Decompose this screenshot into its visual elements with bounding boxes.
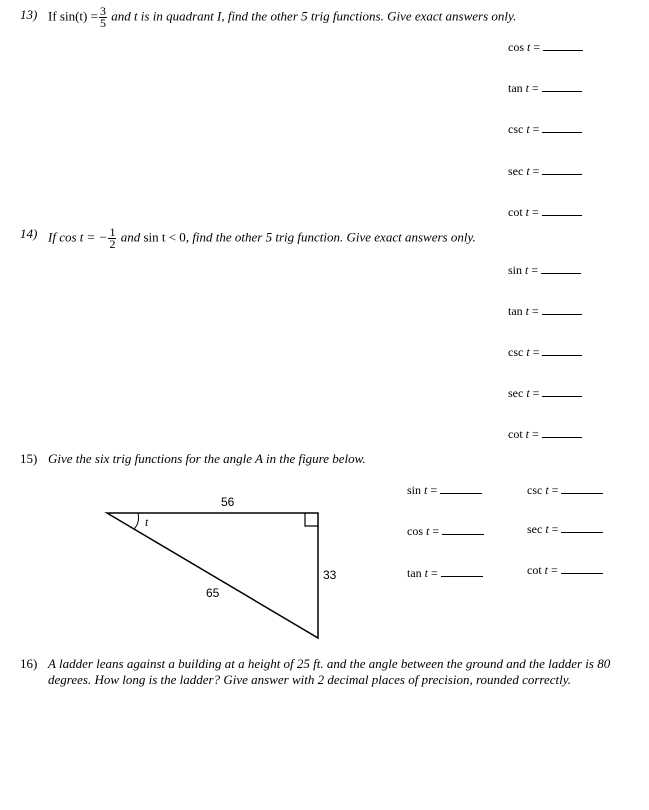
triangle-top-side-label: 56 xyxy=(221,495,235,509)
equals-sign: = xyxy=(432,524,440,538)
q15-answer-sec xyxy=(527,522,603,537)
var-label: t xyxy=(525,304,530,318)
answer-blank[interactable] xyxy=(541,264,581,274)
q14-condition: sin t < 0 xyxy=(143,229,186,245)
equals-sign: = xyxy=(532,345,540,359)
fn-label: sin xyxy=(508,263,523,277)
fn-label: cot xyxy=(527,563,542,577)
var-label: t xyxy=(527,40,531,54)
answer-blank[interactable] xyxy=(542,82,582,92)
fn-label: cot xyxy=(508,427,523,441)
fn-label: sec xyxy=(527,522,543,536)
q13-text: and t is in quadrant I, find the other 5 trig functions. Give exact answers only. xyxy=(111,8,517,24)
answer-blank[interactable] xyxy=(542,428,582,438)
q15-answer-cot xyxy=(527,563,603,578)
equals-sign: = xyxy=(531,263,539,277)
answer-blank[interactable] xyxy=(543,41,583,51)
fn-label: csc xyxy=(508,345,524,359)
q14-answer-tan xyxy=(508,304,582,319)
q13-frac-num: 3 xyxy=(99,4,106,18)
equals-sign: = xyxy=(532,164,540,178)
q13-answer-sec xyxy=(508,164,582,179)
var-label: t xyxy=(526,345,530,359)
angle-arc xyxy=(134,513,139,529)
equals-sign: = xyxy=(551,563,558,577)
answer-blank[interactable] xyxy=(440,484,482,494)
q15-answer-tan xyxy=(407,566,483,581)
equals-sign: = xyxy=(532,205,539,219)
var-label: t xyxy=(544,563,549,577)
answer-blank[interactable] xyxy=(542,123,582,133)
question-14-number: 14) xyxy=(20,226,38,241)
question-16-prompt: A ladder leans against a building at a height of 25 ft. and the angle between the ground and the ladder is 80 degrees. How long is the ladder? Give answer with 2 decimal places of precision, rounded correctly. xyxy=(48,656,611,687)
q14-fraction xyxy=(108,227,116,250)
answer-blank[interactable] xyxy=(441,567,483,577)
fn-label: cos xyxy=(407,524,423,538)
var-label: t xyxy=(426,524,430,538)
question-13-number: 13) xyxy=(20,7,38,22)
q13-answer-cot xyxy=(508,205,582,220)
equals-sign: = xyxy=(532,304,539,318)
q14-answer-sec xyxy=(508,386,582,401)
q14-prefix: If cos t = − xyxy=(48,229,108,245)
answer-blank[interactable] xyxy=(542,206,582,216)
fn-label: sec xyxy=(508,386,524,400)
var-label: t xyxy=(424,483,428,497)
var-label: t xyxy=(525,205,530,219)
answer-blank[interactable] xyxy=(442,525,484,535)
var-label: t xyxy=(545,522,549,536)
triangle-angle-label: t xyxy=(145,515,149,529)
var-label: t xyxy=(526,122,530,136)
equals-sign: = xyxy=(430,483,438,497)
equals-sign: = xyxy=(551,483,559,497)
q14-text: , find the other 5 trig function. Give exact answers only. xyxy=(185,229,476,245)
fn-label: tan xyxy=(508,304,523,318)
q13-answer-cos xyxy=(508,40,583,55)
triangle-right-side-label: 33 xyxy=(323,568,337,582)
equals-sign: = xyxy=(532,81,539,95)
right-angle-marker xyxy=(305,513,318,526)
q13-answer-csc xyxy=(508,122,582,137)
fn-label: csc xyxy=(508,122,524,136)
answer-blank[interactable] xyxy=(542,387,582,397)
fn-label: sec xyxy=(508,164,524,178)
var-label: t xyxy=(545,483,549,497)
equals-sign: = xyxy=(532,386,540,400)
q14-answer-sin xyxy=(508,263,581,278)
var-label: t xyxy=(424,566,429,580)
right-triangle-figure xyxy=(100,505,340,645)
q13-fraction xyxy=(99,6,107,29)
fn-label: tan xyxy=(508,81,523,95)
q13-frac-den: 5 xyxy=(99,16,106,30)
equals-sign: = xyxy=(551,522,559,536)
q15-answer-csc xyxy=(527,483,603,498)
answer-blank[interactable] xyxy=(542,346,582,356)
answer-blank[interactable] xyxy=(542,305,582,315)
q14-answer-csc xyxy=(508,345,582,360)
fn-label: csc xyxy=(527,483,543,497)
triangle-hypotenuse-label: 65 xyxy=(206,586,220,600)
fn-label: cos xyxy=(508,40,524,54)
q15-answer-cos xyxy=(407,524,484,539)
question-16-number: 16) xyxy=(20,656,38,671)
q14-and: and xyxy=(120,229,141,245)
var-label: t xyxy=(526,386,530,400)
question-14-prompt xyxy=(48,227,476,250)
question-15-number: 15) xyxy=(20,451,38,466)
q15-answer-sin xyxy=(407,483,482,498)
var-label: t xyxy=(525,427,530,441)
equals-sign: = xyxy=(533,40,541,54)
q14-frac-num: 1 xyxy=(109,225,116,239)
equals-sign: = xyxy=(431,566,438,580)
answer-blank[interactable] xyxy=(561,564,603,574)
var-label: t xyxy=(525,263,529,277)
var-label: t xyxy=(525,81,530,95)
answer-blank[interactable] xyxy=(561,523,603,533)
fn-label: cot xyxy=(508,205,523,219)
fn-label: tan xyxy=(407,566,422,580)
triangle-shape xyxy=(107,513,318,638)
answer-blank[interactable] xyxy=(561,484,603,494)
equals-sign: = xyxy=(532,427,539,441)
q13-answer-tan xyxy=(508,81,582,96)
equals-sign: = xyxy=(532,122,540,136)
q14-frac-den: 2 xyxy=(109,237,116,251)
var-label: t xyxy=(526,164,530,178)
q13-prefix: If sin(t) = xyxy=(48,8,98,24)
question-15-prompt: Give the six trig functions for the angle A in the figure below. xyxy=(48,451,366,466)
answer-blank[interactable] xyxy=(542,165,582,175)
question-13-prompt xyxy=(48,6,516,29)
q14-answer-cot xyxy=(508,427,582,442)
fn-label: sin xyxy=(407,483,422,497)
